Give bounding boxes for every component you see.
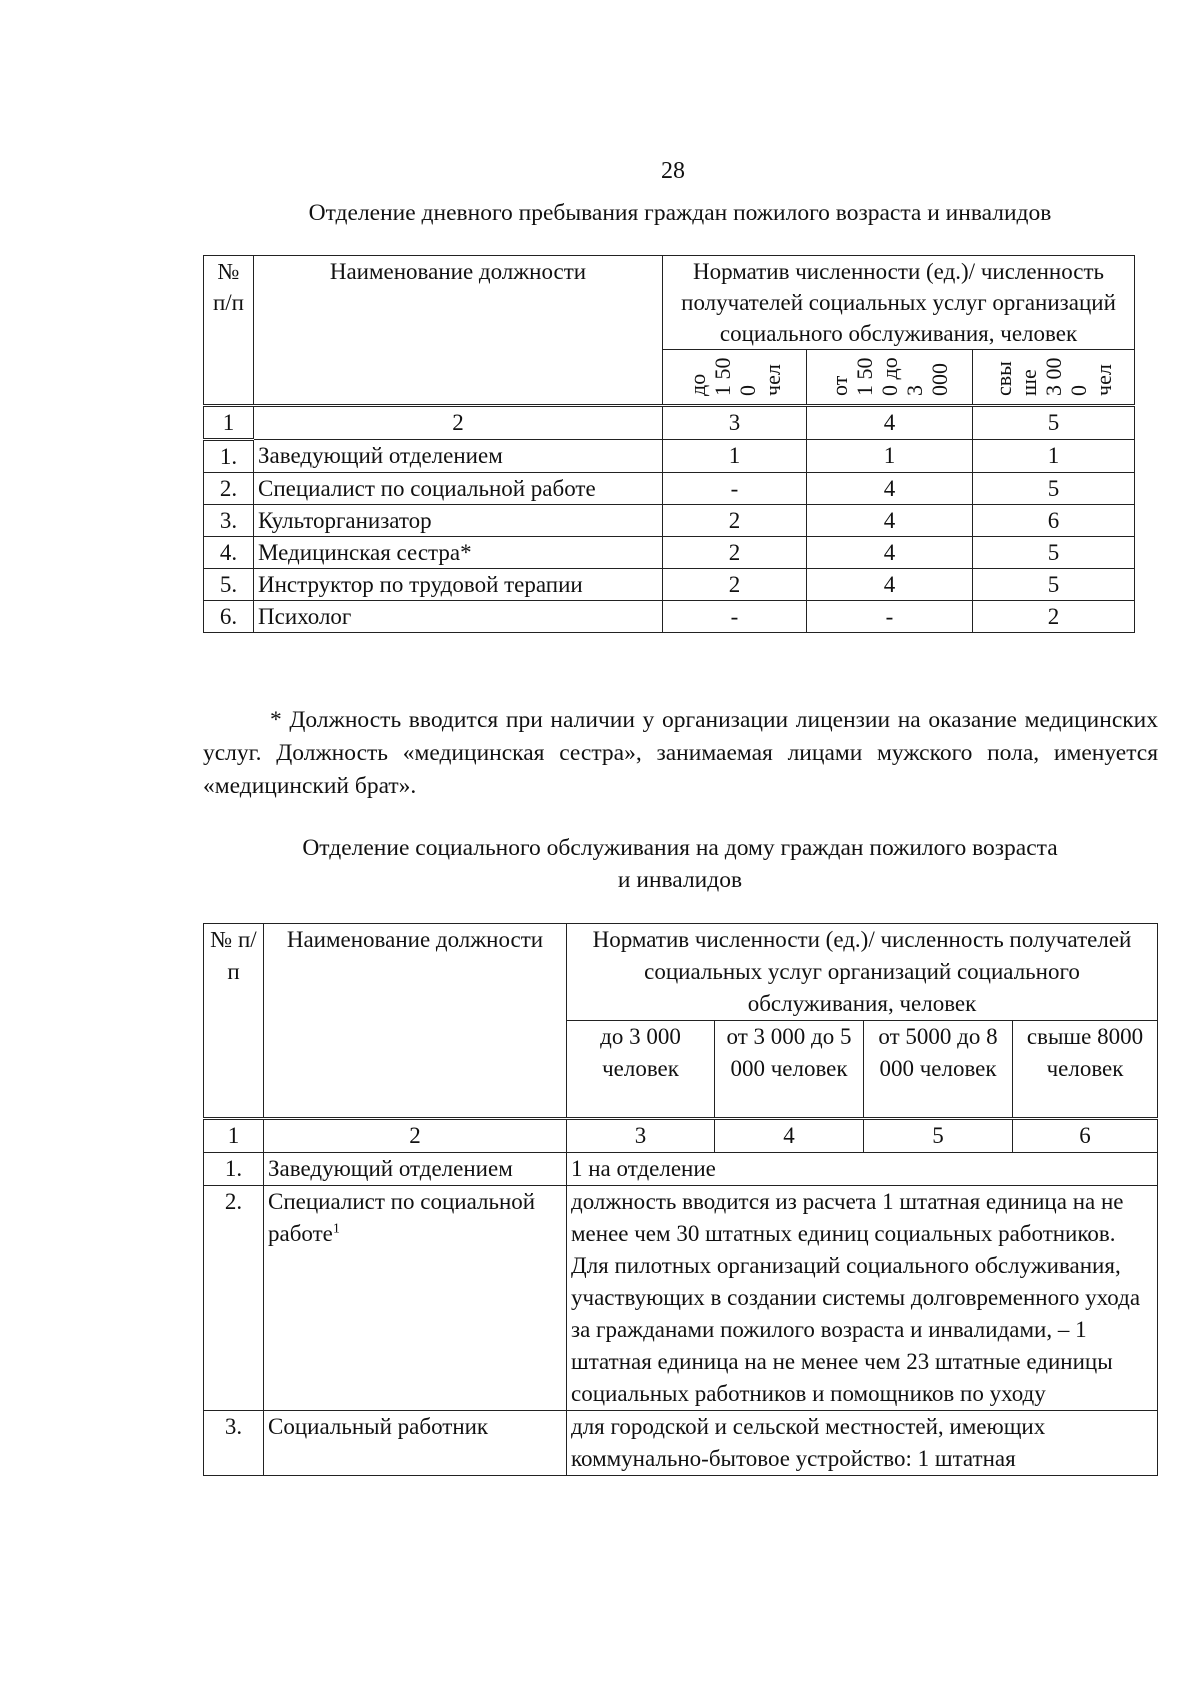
header-position: Наименование должности (254, 256, 663, 406)
table-row: 4. Медицинская сестра* 2 4 5 (204, 537, 1135, 569)
table-row: 5. Инструктор по трудовой терапии 2 4 5 (204, 569, 1135, 601)
home-care-staff-table (203, 923, 1158, 1476)
table-row: 2. Специалист по социальной работе - 4 5 (204, 473, 1135, 505)
header-sub-2: от 1 50 0 до 3 000 (807, 350, 973, 406)
position-name-cell: Специалист по социальной работе$^1$ (264, 1186, 567, 1411)
index-row: 1 2 3 4 5 (204, 406, 1135, 440)
header-sub-1: до 3 000 человек (567, 1021, 715, 1119)
index-row: 1 2 3 4 5 6 (204, 1119, 1158, 1153)
table-row: 1. Заведующий отделением 1 1 1 (204, 440, 1135, 473)
table-row: 6. Психолог - - 2 (204, 601, 1135, 633)
footnote-ref: 1 (332, 1221, 340, 1237)
table-row: 3. Культорганизатор 2 4 6 (204, 505, 1135, 537)
header-sub-4: свыше 8000 человек (1013, 1021, 1158, 1119)
header-num: № п/п (204, 256, 254, 406)
header-sub-3: от 5000 до 8 000 человек (864, 1021, 1013, 1119)
section2-title (200, 832, 1160, 896)
header-norm: Норматив численности (ед.)/ численность получателей социальных услуг организаций социального обслуживания, человек (663, 256, 1135, 350)
table-row: 3. Социальный работник для городской и сельской местностей, имеющих коммунально-бытовое устройство: 1 штатная (204, 1411, 1158, 1476)
header-sub-3: свы ше 3 00 0 чел (973, 350, 1135, 406)
section2-title-line2: и инвалидов (617, 867, 743, 893)
table-row: 2. Специалист по социальной работе$^1$ должность вводится из расчета 1 штатная единица на не менее чем 30 штатных единиц социальных работников. Для пилотных организаций социального обслуживания, участвующих в создании системы долговременного ухода за гражданами пожилого возраста и инвалидами, – 1 штатная единица на не менее чем 23 штатные единицы социальных работников и помощников по уходу (204, 1186, 1158, 1411)
section1-title: Отделение дневного пребывания граждан пожилого возраста и инвалидов (308, 200, 1052, 226)
day-stay-staff-table (203, 255, 1135, 633)
header-sub-1: до 1 50 0 чел (663, 350, 807, 406)
page-number: 28 (661, 158, 685, 184)
section2-title-line1: Отделение социального обслуживания на дому граждан пожилого возраста (302, 835, 1058, 861)
header-norm: Норматив численности (ед.)/ численность получателей социальных услуг организаций социального обслуживания, человек (567, 924, 1158, 1021)
header-sub-2: от 3 000 до 5 000 человек (715, 1021, 864, 1119)
table-row: 1. Заведующий отделением 1 на отделение (204, 1153, 1158, 1186)
footnote-note: * Должность вводится при наличии у организации лицензии на оказание медицинских услуг. Должность «медицинская сестра», занимаемая лицами мужского пола, именуется «медицинский брат». (203, 707, 1158, 799)
header-num: № п/п (204, 924, 264, 1119)
header-position: Наименование должности (264, 924, 567, 1119)
